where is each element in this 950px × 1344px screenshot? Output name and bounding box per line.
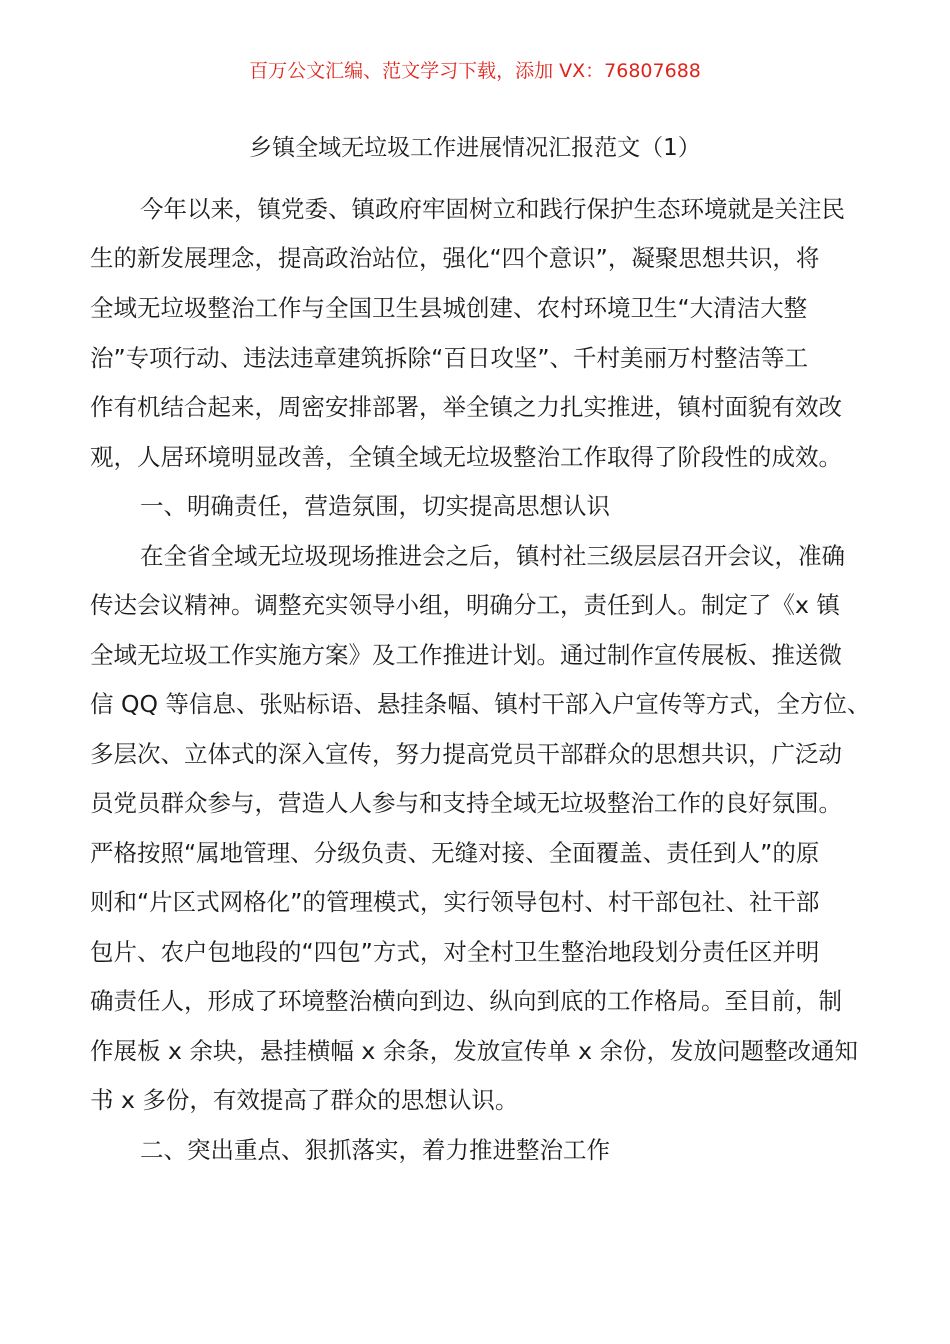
paragraph-line: 员党员群众参与，营造人人参与和支持全域无垃圾整治工作的良好氛围。	[90, 789, 842, 817]
paragraph-line: 全域无垃圾整治工作与全国卫生县城创建、农村环境卫生“大清洁大整	[90, 294, 808, 322]
paragraph-line: 严格按照“属地管理、分级负责、无缝对接、全面覆盖、责任到人”的原	[90, 839, 820, 867]
section-heading-1: 一、明确责任，营造氛围，切实提高思想认识	[140, 492, 610, 520]
document-title: 乡镇全域无垃圾工作进展情况汇报范文（1）	[249, 135, 701, 161]
paragraph-line: 全域无垃圾工作实施方案》及工作推进计划。通过制作宣传展板、推送微	[90, 641, 842, 669]
paragraph-line: 作展板 x 余块，悬挂横幅 x 余条，发放宣传单 x 余份，发放问题整改通知	[90, 1037, 859, 1065]
paragraph-line: 生的新发展理念，提高政治站位，强化“四个意识”，凝聚思想共识，将	[90, 244, 820, 272]
paragraph-line: 信 QQ 等信息、张贴标语、悬挂条幅、镇村干部入户宣传等方式，全方位、	[90, 690, 871, 718]
paragraph-line: 今年以来，镇党委、镇政府牢固树立和践行保护生态环境就是关注民	[140, 195, 845, 223]
paragraph-line: 传达会议精神。调整充实领导小组，明确分工，责任到人。制定了《x 镇	[90, 591, 840, 619]
paragraph-line: 则和“片区式网格化”的管理模式，实行领导包村、村干部包社、社干部	[90, 888, 820, 916]
paragraph-line: 观，人居环境明显改善，全镇全域无垃圾整治工作取得了阶段性的成效。	[90, 443, 842, 471]
paragraph-line: 治”专项行动、违法违章建筑拆除“百日攻坚”、千村美丽万村整洁等工	[90, 344, 809, 372]
paragraph-line: 作有机结合起来，周密安排部署，举全镇之力扎实推进，镇村面貌有效改	[90, 393, 842, 421]
paragraph-line: 在全省全域无垃圾现场推进会之后，镇村社三级层层召开会议，准确	[140, 542, 845, 570]
paragraph-line: 包片、农户包地段的“四包”方式，对全村卫生整治地段划分责任区并明	[90, 938, 820, 966]
paragraph-line: 书 x 多份，有效提高了群众的思想认识。	[90, 1086, 519, 1114]
section-heading-2: 二、突出重点、狠抓落实，着力推进整治工作	[140, 1136, 610, 1164]
paragraph-line: 确责任人，形成了环境整治横向到边、纵向到底的工作格局。至目前，制	[90, 987, 842, 1015]
paragraph-line: 多层次、立体式的深入宣传，努力提高党员干部群众的思想共识，广泛动	[90, 740, 842, 768]
watermark-header: 百万公文汇编、范文学习下载，添加 VX：76807688	[249, 60, 701, 82]
